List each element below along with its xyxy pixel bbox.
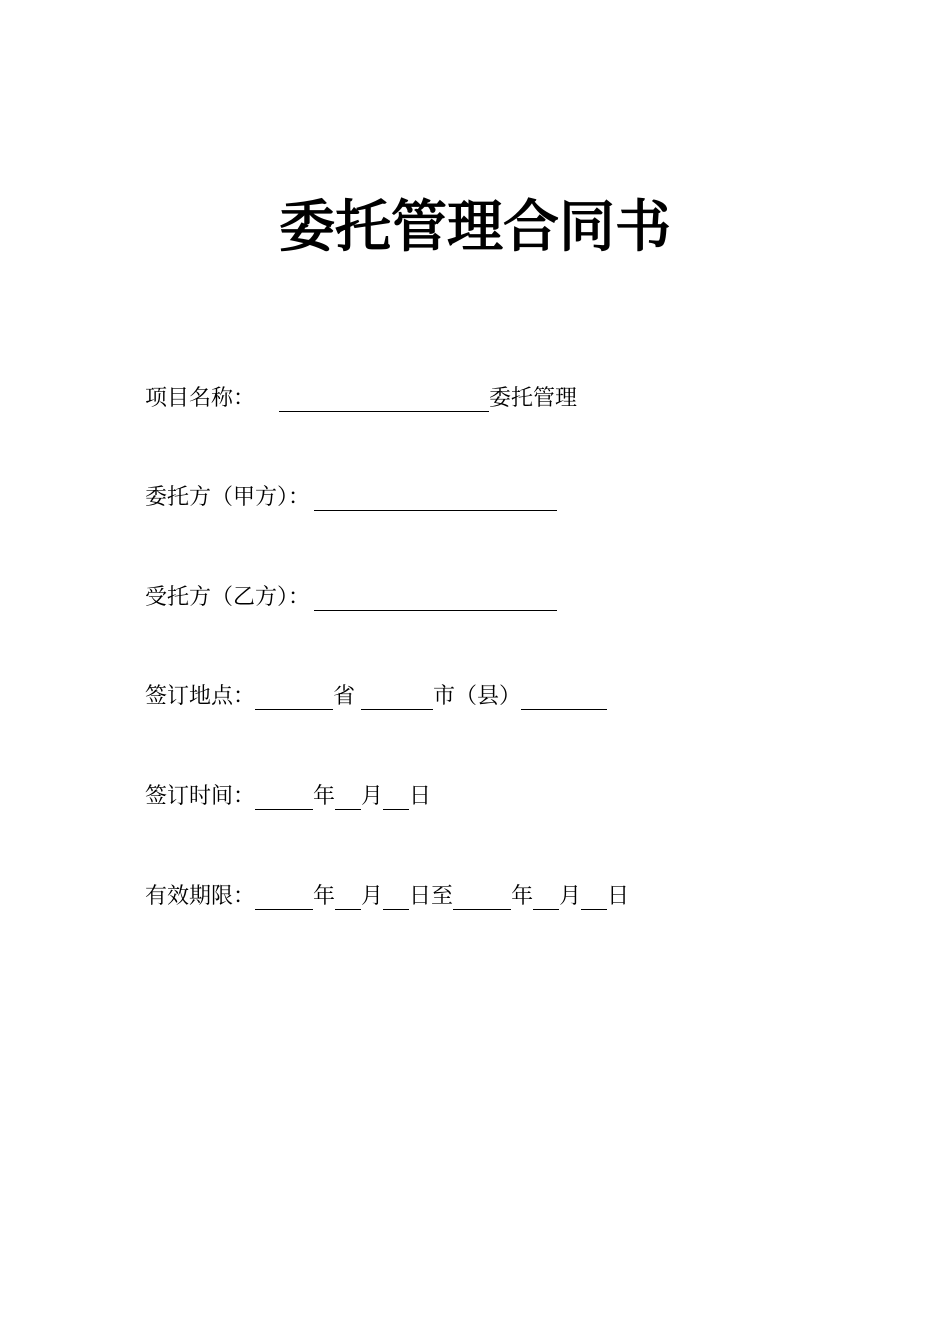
party-a-label: 委托方（甲方）： — [145, 485, 311, 510]
validity-start-year-blank[interactable] — [255, 883, 313, 910]
signing-year-blank[interactable] — [255, 783, 313, 810]
party-b-label: 受托方（乙方）： — [145, 585, 311, 610]
validity-end-day-label: 日 — [607, 884, 630, 909]
validity-end-year-label: 年 — [511, 884, 534, 909]
party-a-row — [145, 481, 557, 515]
province-label: 省 — [333, 684, 356, 709]
signing-time-label: 签订时间： — [145, 784, 256, 809]
signing-year-label: 年 — [313, 784, 336, 809]
signing-time-row — [145, 780, 431, 814]
signing-place-row — [145, 680, 607, 714]
validity-end-day-blank[interactable] — [581, 883, 607, 910]
party-b-blank[interactable] — [314, 584, 557, 611]
project-name-label: 项目名称： — [145, 386, 256, 411]
project-name-suffix: 委托管理 — [489, 386, 578, 411]
city-blank[interactable] — [361, 683, 433, 710]
party-a-blank[interactable] — [314, 484, 557, 511]
validity-label: 有效期限： — [145, 884, 256, 909]
signing-place-label: 签订地点： — [145, 684, 256, 709]
validity-end-month-label: 月 — [559, 884, 582, 909]
province-blank[interactable] — [255, 683, 333, 710]
project-name-blank[interactable] — [279, 385, 489, 412]
validity-start-month-blank[interactable] — [335, 883, 361, 910]
signing-day-label: 日 — [409, 784, 432, 809]
validity-start-year-label: 年 — [313, 884, 336, 909]
validity-start-day-blank[interactable] — [383, 883, 409, 910]
party-b-row — [145, 581, 557, 615]
document-title: 委托管理合同书 — [279, 195, 671, 260]
project-name-row — [145, 382, 577, 416]
place-detail-blank[interactable] — [521, 683, 607, 710]
city-label: 市（县） — [433, 684, 522, 709]
signing-day-blank[interactable] — [383, 783, 409, 810]
signing-month-blank[interactable] — [335, 783, 361, 810]
validity-start-day-label: 日至 — [409, 884, 454, 909]
validity-end-month-blank[interactable] — [533, 883, 559, 910]
validity-start-month-label: 月 — [361, 884, 384, 909]
validity-row — [145, 880, 629, 914]
signing-month-label: 月 — [361, 784, 384, 809]
validity-end-year-blank[interactable] — [453, 883, 511, 910]
